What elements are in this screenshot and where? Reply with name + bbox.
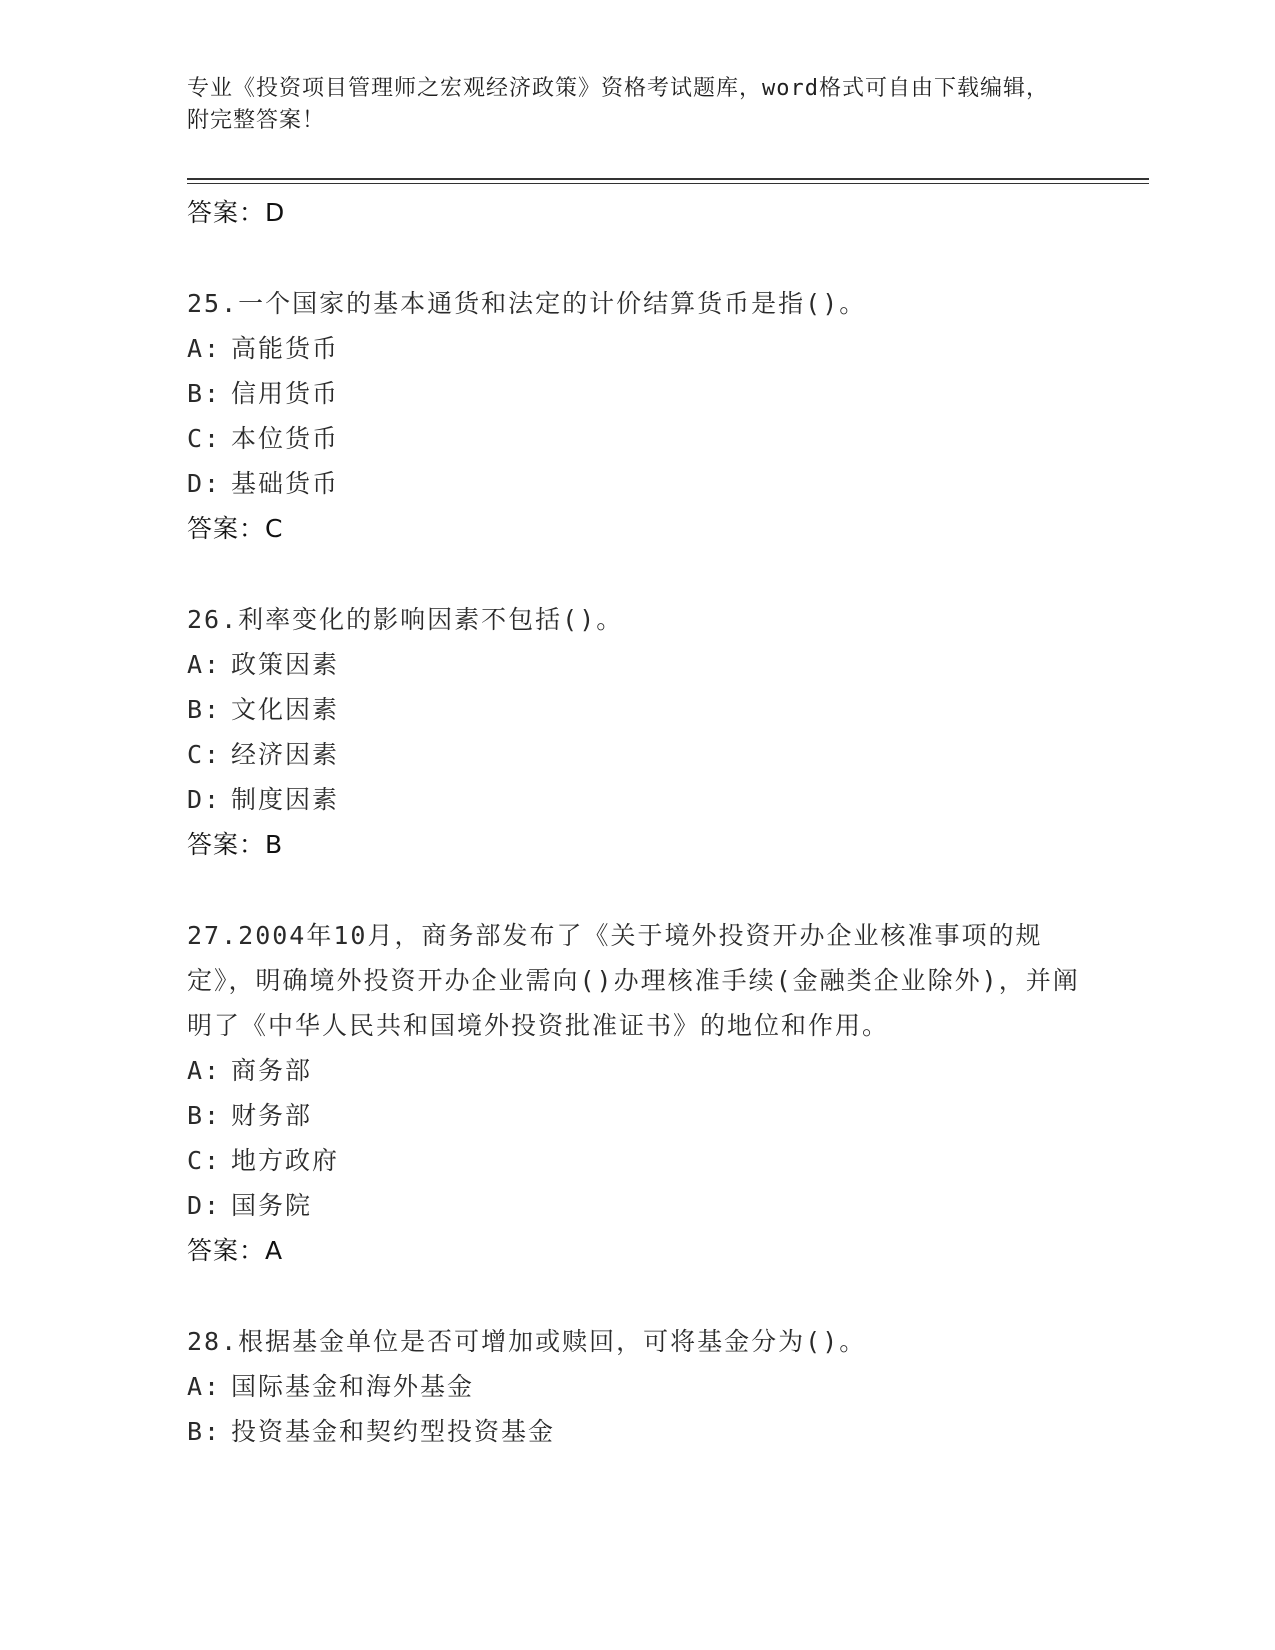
option-key: C:	[187, 740, 222, 769]
option-b	[187, 1093, 1087, 1138]
document-header: 专业《投资项目管理师之宏观经济政策》资格考试题库，word格式可自由下载编辑，附完整答案！	[187, 76, 1049, 133]
question-text: 26.利率变化的影响因素不包括()。	[187, 605, 624, 634]
question-text: 25.一个国家的基本通货和法定的计价结算货币是指()。	[187, 289, 867, 318]
option-a	[187, 642, 1087, 687]
option-text: 基础货币	[231, 469, 340, 498]
question-text: 27.2004年10月，商务部发布了《关于境外投资开办企业核准事项的规定》，明确境外投资开办企业需向()办理核准手续(金融类企业除外)，并阐明了《中华人民共和国境外投资批准证书》的地位和作用。	[187, 921, 1080, 1040]
answer-line: 答案：A	[187, 1236, 284, 1265]
option-text: 高能货币	[231, 334, 340, 363]
option-text: 商务部	[231, 1056, 313, 1085]
option-b	[187, 1409, 1087, 1454]
option-key: A:	[187, 650, 222, 679]
option-c	[187, 732, 1087, 777]
option-text: 经济因素	[231, 740, 340, 769]
option-key: D:	[187, 785, 222, 814]
option-a	[187, 1364, 1087, 1409]
option-text: 国际基金和海外基金	[231, 1372, 475, 1401]
option-key: B:	[187, 1101, 222, 1130]
option-text: 本位货币	[231, 424, 340, 453]
option-key: D:	[187, 1191, 222, 1220]
option-key: A:	[187, 1372, 222, 1401]
answer-line: 答案：B	[187, 830, 284, 859]
option-text: 文化因素	[231, 695, 340, 724]
question-list	[187, 190, 1087, 1454]
option-key: B:	[187, 1417, 222, 1446]
option-d	[187, 1183, 1087, 1228]
option-text: 信用货币	[231, 379, 340, 408]
option-a	[187, 326, 1087, 371]
option-text: 投资基金和契约型投资基金	[231, 1417, 556, 1446]
option-key: C:	[187, 1146, 222, 1175]
option-b	[187, 371, 1087, 416]
option-b	[187, 687, 1087, 732]
option-text: 政策因素	[231, 650, 340, 679]
answer-line: 答案：C	[187, 514, 284, 543]
option-key: B:	[187, 379, 222, 408]
header-divider-thick	[187, 178, 1149, 180]
option-text: 财务部	[231, 1101, 313, 1130]
option-key: C:	[187, 424, 222, 453]
previous-answer: 答案：D	[187, 198, 286, 227]
option-a	[187, 1048, 1087, 1093]
option-key: D:	[187, 469, 222, 498]
option-c	[187, 1138, 1087, 1183]
option-key: A:	[187, 334, 222, 363]
question-text: 28.根据基金单位是否可增加或赎回，可将基金分为()。	[187, 1327, 867, 1356]
option-c	[187, 416, 1087, 461]
option-text: 制度因素	[231, 785, 340, 814]
option-text: 国务院	[231, 1191, 313, 1220]
option-key: A:	[187, 1056, 222, 1085]
option-d	[187, 461, 1087, 506]
option-d	[187, 777, 1087, 822]
option-text: 地方政府	[231, 1146, 340, 1175]
option-key: B:	[187, 695, 222, 724]
header-divider-thin	[187, 183, 1149, 184]
